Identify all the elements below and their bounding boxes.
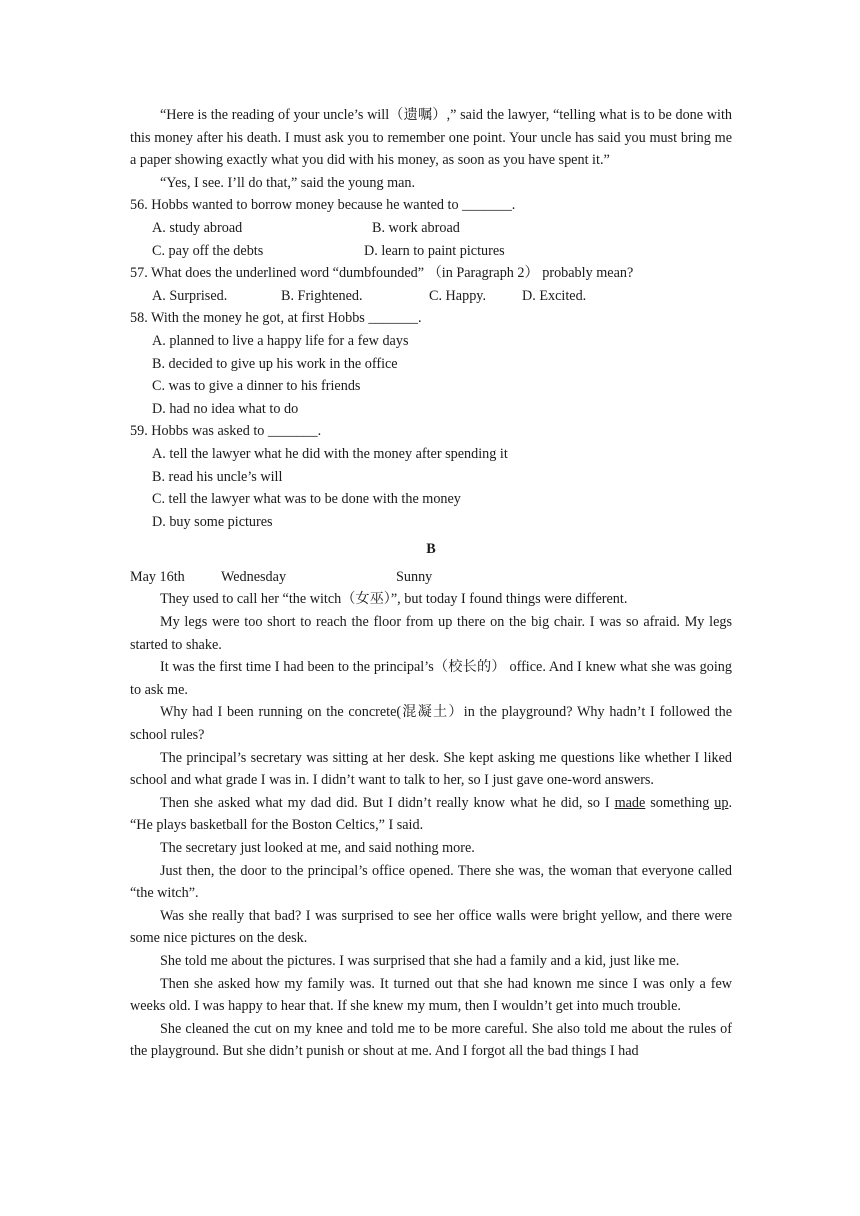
section-heading: B — [426, 541, 436, 558]
option-c: C. pay off the debts — [152, 242, 264, 259]
question-59-stem: 59. Hobbs was asked to _______. — [130, 423, 322, 440]
story-paragraph: She told me about the pictures. I was surprised that she had a family and a kid, just like me. — [160, 952, 680, 969]
question-57-options-row — [152, 285, 732, 308]
option-a: A. study abroad — [152, 219, 243, 236]
story-paragraph: My legs were too short to reach the floor from up there on the big chair. I was so afraid. My legs started to shake. — [130, 614, 732, 653]
story-paragraph: Then she asked how my family was. It turned out that she had known me since I was only a few weeks old. I was happy to hear that. If she knew my mum, then I wouldn’t get into much trouble. — [130, 975, 732, 1015]
text-segment: something — [645, 794, 715, 811]
passage-paragraph: “Here is the reading of your uncle’s will（遗嘱）,” said the lawyer, “telling what is to be done with this money after his death. I must ask you to remember one point. Your uncle has said you must bring me a paper showing exactly what you did with his money, as soon as you have spent it.” — [130, 107, 732, 169]
option-d: D. buy some pictures — [152, 513, 273, 530]
underlined-word-made: made — [614, 794, 646, 811]
option-d: D. Excited. — [522, 287, 587, 304]
story-paragraph: Just then, the door to the principal’s office opened. There she was, the woman that everyone called “the witch”. — [130, 862, 732, 902]
option-b: B. work abroad — [372, 219, 460, 236]
text-segment: Then she asked what my dad did. But I didn’t really know what he did, so I — [160, 794, 615, 811]
story-paragraph: Why had I been running on the concrete(混凝土）in the playground? Why hadn’t I followed the school rules? — [130, 704, 732, 744]
story-paragraph: They used to call her “the witch（女巫）”, but today I found things were different. — [160, 591, 628, 608]
story-paragraph: She cleaned the cut on my knee and told me to be more careful. She also told me about the rules of the playground. But she didn’t punish or shout at me. And I forgot all the bad things I had — [130, 1020, 732, 1060]
document-page — [130, 104, 732, 1063]
story-paragraph-made-up — [130, 792, 732, 837]
diary-day: Wednesday — [221, 568, 287, 585]
story-paragraph: It was the first time I had been to the principal’s（校长的） office. And I knew what she was going to ask me. — [130, 659, 732, 698]
option-b: B. Frightened. — [281, 287, 363, 304]
option-b: B. read his uncle’s will — [152, 468, 283, 485]
text-segment: . “He plays basketball for the Boston Celtics,” I said. — [130, 794, 732, 834]
passage-paragraph: “Yes, I see. I’ll do that,” said the young man. — [160, 174, 416, 191]
option-c: C. Happy. — [429, 287, 487, 304]
option-c: C. was to give a dinner to his friends — [152, 378, 361, 395]
question-56-options-row2 — [152, 240, 732, 263]
question-57-stem: 57. What does the underlined word “dumbfounded” （in Paragraph 2） probably mean? — [130, 265, 634, 282]
option-d: D. learn to paint pictures — [364, 242, 505, 259]
story-paragraph: The secretary just looked at me, and said nothing more. — [160, 840, 475, 856]
story-paragraph: Was she really that bad? I was surprised to see her office walls were bright yellow, and there were some nice pictures on the desk. — [130, 907, 732, 947]
diary-weather: Sunny — [396, 568, 433, 585]
story-paragraph: The principal’s secretary was sitting at her desk. She kept asking me questions like whether I liked school and what grade I was in. I didn’t want to talk to her, so I just gave one-word answers. — [130, 749, 732, 789]
option-a: A. planned to live a happy life for a few days — [152, 332, 409, 349]
option-d: D. had no idea what to do — [152, 400, 299, 417]
question-56-options-row1 — [152, 217, 732, 240]
option-a: A. tell the lawyer what he did with the money after spending it — [152, 445, 508, 462]
option-b: B. decided to give up his work in the office — [152, 355, 398, 372]
diary-header — [130, 566, 732, 589]
option-a: A. Surprised. — [152, 287, 228, 304]
diary-date: May 16th — [130, 568, 185, 585]
option-c: C. tell the lawyer what was to be done with the money — [152, 491, 461, 508]
question-56-stem: 56. Hobbs wanted to borrow money because he wanted to _______. — [130, 197, 516, 214]
underlined-word-up: up — [714, 794, 729, 811]
question-58-stem: 58. With the money he got, at first Hobbs _______. — [130, 310, 422, 327]
